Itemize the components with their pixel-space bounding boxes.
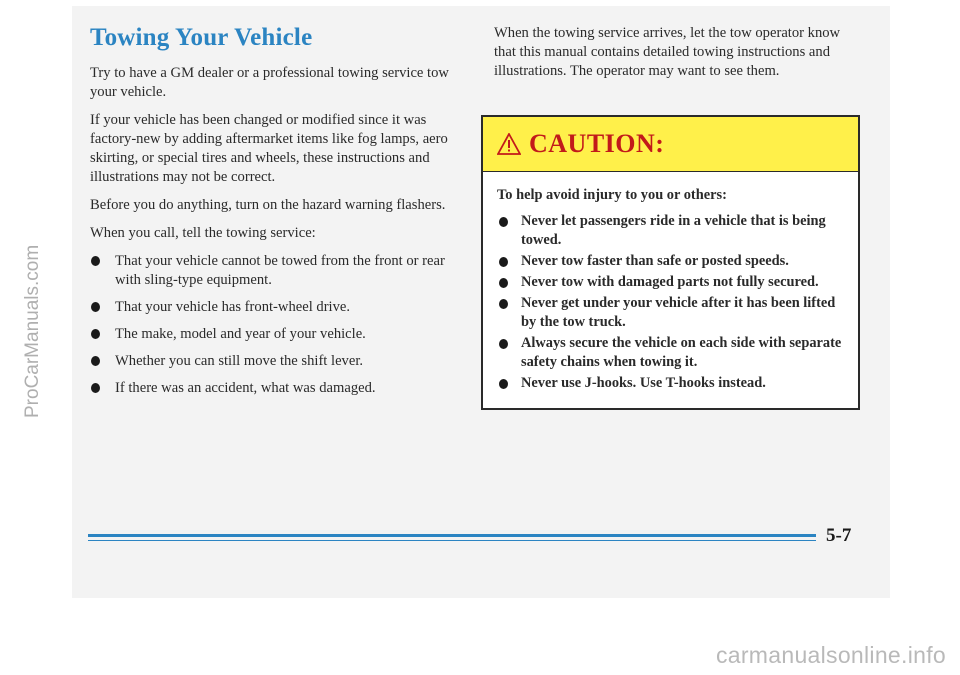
bullet-icon [499, 278, 508, 288]
list-item: Never tow faster than safe or posted speeds. [497, 252, 848, 271]
side-watermark [0, 0, 43, 420]
list-item: Never let passengers ride in a vehicle that is being towed. [497, 212, 848, 250]
caution-lead: To help avoid injury to you or others: [497, 187, 727, 203]
bullet-icon [499, 339, 508, 349]
list-item: That your vehicle cannot be towed from the front or rear with sling-type equipment. [90, 252, 460, 290]
paragraph-hazard-flashers: Before you do anything, turn on the hazard warning flashers. [90, 197, 446, 213]
bullet-icon [499, 257, 508, 267]
page-number: 5-7 [826, 525, 852, 546]
footer-rule-thin [88, 540, 816, 541]
list-item: Never tow with damaged parts not fully secured. [497, 273, 848, 292]
bullet-icon [91, 302, 100, 312]
bullet-icon [91, 383, 100, 393]
caution-body [483, 172, 858, 393]
warning-triangle-icon [497, 133, 521, 155]
bullet-icon [91, 329, 100, 339]
list-item: Whether you can still move the shift lever. [90, 352, 460, 371]
bullet-icon [499, 379, 508, 389]
list-item: The make, model and year of your vehicle. [90, 325, 460, 344]
list-item: Always secure the vehicle on each side with separate safety chains when towing it. [497, 334, 848, 372]
bullet-icon [499, 299, 508, 309]
caution-box [481, 115, 860, 410]
caution-header [483, 117, 858, 172]
list-item: That your vehicle has front-wheel drive. [90, 298, 460, 317]
caution-title: CAUTION: [529, 129, 665, 158]
paragraph-call-service: When you call, tell the towing service: [90, 225, 316, 241]
bullet-icon [91, 256, 100, 266]
list-item: Never use J-hooks. Use T-hooks instead. [497, 374, 848, 393]
right-column [494, 24, 864, 81]
bottom-watermark: carmanualsonline.info [715, 642, 946, 668]
caution-list [497, 212, 848, 393]
side-watermark-text: ProCarManuals.com [22, 244, 43, 418]
towing-info-list [90, 252, 460, 398]
list-item: If there was an accident, what was damaged. [90, 379, 460, 398]
bullet-icon [499, 217, 508, 227]
footer-rule [88, 534, 816, 537]
paragraph-modifications: If your vehicle has been changed or modified since it was factory-new by adding aftermarket items like fog lamps, aero skirting, or special tires and wheels, these instructions and illustrations may not be correct. [90, 112, 448, 185]
left-column [90, 24, 460, 406]
section-title: Towing Your Vehicle [90, 24, 313, 51]
tow-operator-paragraph: When the towing service arrives, let the tow operator know that this manual contains detailed towing instructions and illustrations. The operator may want to see them. [494, 25, 841, 79]
list-item: Never get under your vehicle after it has been lifted by the tow truck. [497, 294, 848, 332]
paragraph-professional-towing: Try to have a GM dealer or a professional towing service tow your vehicle. [90, 65, 449, 100]
bullet-icon [91, 356, 100, 366]
